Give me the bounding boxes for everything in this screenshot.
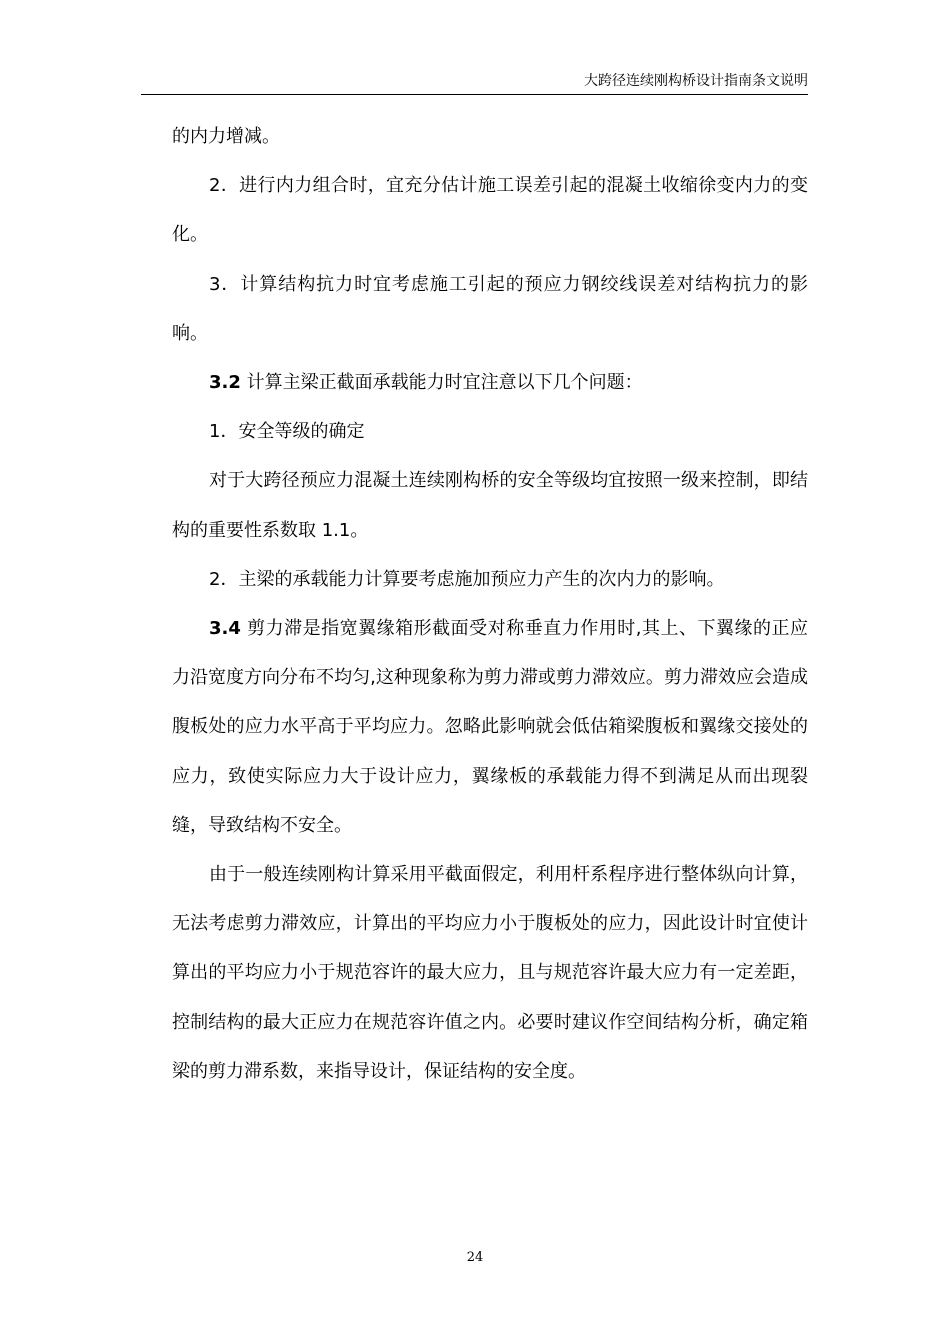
page-number: 24 bbox=[466, 1250, 484, 1265]
paragraph-item bbox=[172, 407, 808, 456]
paragraph-text: 2．主梁的承载能力计算要考虑施加预应力产生的次内力的影响。 bbox=[209, 568, 725, 590]
clause-paragraph bbox=[172, 604, 808, 850]
paragraph-text: 计算主梁正截面承载能力时宜注意以下几个问题： bbox=[240, 372, 643, 394]
page-header bbox=[141, 68, 808, 95]
paragraph-text: 由于一般连续刚构计算采用平截面假定，利用杆系程序进行整体纵向计算，无法考虑剪力滞效应，计算出的平均应力小于腹板处的应力，因此设计时宜使计算出的平均应力小于规范容许的最大应力，且与规范容许最大应力有一定差距，控制结构的最大正应力在规范容许值之内。必要时建议作空间结构分析，确定箱梁的剪力滞系数，来指导设计，保证结构的安全度。 bbox=[172, 864, 808, 1082]
paragraph-continuation bbox=[172, 112, 808, 161]
paragraph-text: 3．计算结构抗力时宜考虑施工引起的预应力钢绞线误差对结构抗力的影响。 bbox=[172, 273, 808, 344]
paragraph-item bbox=[172, 161, 808, 259]
clause-number: 3.4 bbox=[209, 618, 241, 640]
paragraph-text: 1．安全等级的确定 bbox=[209, 421, 365, 443]
paragraph-item bbox=[172, 456, 808, 554]
paragraph-text: 的内力增减。 bbox=[172, 126, 280, 147]
paragraph-text: 2．进行内力组合时，宜充分估计施工误差引起的混凝土收缩徐变内力的变化。 bbox=[172, 175, 808, 246]
paragraph-text: 剪力滞是指宽翼缘箱形截面受对称垂直力作用时,其上、下翼缘的正应力沿宽度方向分布不均匀,这种现象称为剪力滞或剪力滞效应。剪力滞效应会造成腹板处的应力水平高于平均应力。忽略此影响就会低估箱梁腹板和翼缘交接处的应力，致使实际应力大于设计应力，翼缘板的承载能力得不到满足从而出现裂缝，导致结构不安全。 bbox=[172, 618, 808, 836]
document-body bbox=[172, 112, 808, 1096]
clause-paragraph bbox=[172, 358, 808, 407]
paragraph-item bbox=[172, 555, 808, 604]
paragraph-item bbox=[172, 850, 808, 1096]
paragraph-text: 对于大跨径预应力混凝土连续刚构桥的安全等级均宜按照一级来控制，即结构的重要性系数取 1.1。 bbox=[172, 470, 808, 541]
clause-number: 3.2 bbox=[209, 372, 241, 394]
header-title: 大跨径连续刚构桥设计指南条文说明 bbox=[584, 73, 808, 89]
paragraph-item bbox=[172, 260, 808, 358]
